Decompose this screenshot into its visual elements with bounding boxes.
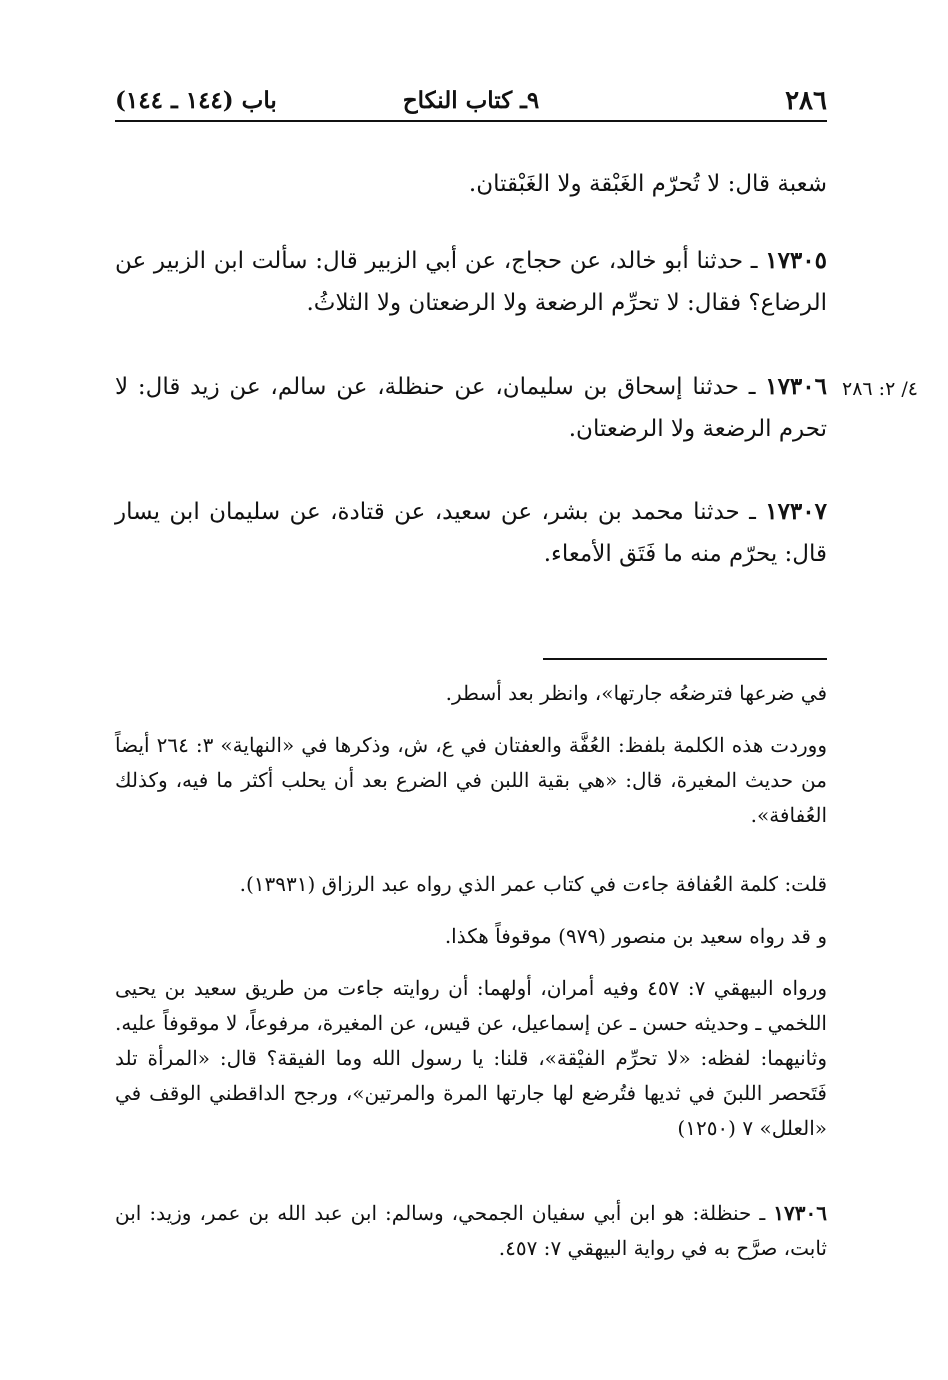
footnote (115, 867, 863, 902)
hadith-text: ـ حدثنا إسحاق بن سليمان، عن حنظلة، عن سالم، عن زيد قال: لا تحرم الرضعة ولا الرضعتان. (115, 374, 827, 442)
footnote-text: ورواه البيهقي ٧: ٤٥٧ وفيه أمران، أولهما: أن روايته جاءت من طريق سعيد بن يحيى اللخمي ـ وحديثه حسن ـ عن إسماعيل، عن قيس، عن المغيرة، مرفوعاً، لا موقوفاً عليه. وثانيهما: لفظه: «لا تحرِّم الفيْقة»، قلنا: يا رسول الله وما الفيقة؟ قال: «المرأة تلد فَتَحصر اللبنَ في ثديها فتُرضع لها جارتها المرة والمرتين»، ورجح الداقطني الوقف في «العلل» ٧ (١٢٥٠) (115, 976, 828, 1140)
footnote-text: قلت: كلمة العُفافة جاءت في كتاب عمر الذي رواه عبد الرزاق (١٣٩٣١). (239, 872, 827, 896)
hadith-text: ـ حدثنا محمد بن بشر، عن سعيد، عن قتادة، عن سليمان ابن يسار قال: يحرّم منه ما فَتَق الأمعاء. (115, 499, 827, 567)
book-title: ٩ـ كتاب النكاح (402, 87, 540, 114)
continuation-paragraph (115, 163, 827, 205)
footnote-text: ـ حنظلة: هو ابن أبي سفيان الجمحي، وسالم: ابن عبد الله بن عمر، وزيد: ابن ثابت، صرَّح به في رواية البيهقي ٧: ٤٥٧. (115, 1201, 827, 1260)
footnote (115, 728, 863, 833)
footnote-hadith-number: ١٧٣٠٦ (773, 1201, 827, 1225)
footnote-text: في ضرعها فترضعُه جارتها»، وانظر بعد أسطر. (445, 681, 827, 705)
chapter-reference: باب (١٤٤ ـ ١٤٤) (115, 87, 277, 114)
footnote (115, 971, 863, 1146)
hadith-number: ١٧٣٠٦ (765, 373, 827, 400)
hadith-entry (115, 240, 827, 324)
page-header (115, 84, 827, 122)
footnote-divider (543, 658, 827, 660)
hadith-text: ـ حدثنا أبو خالد، عن حجاج، عن أبي الزبير قال: سألت ابن الزبير عن الرضاع؟ فقال: لا تحرِّم الرضعة ولا الرضعتان ولا الثلاثُ. (115, 248, 827, 316)
hadith-number: ١٧٣٠٧ (765, 498, 827, 525)
hadith-entry (115, 366, 827, 450)
hadith-entry (115, 491, 827, 575)
footnote-text: ووردت هذه الكلمة بلفظ: العُفَّة والعفتان في ع، ش، وذكرها في «النهاية» ٣: ٢٦٤ أيضاً من حديث المغيرة، قال: «هي بقية اللبن في الضرع بعد أن يحلب أكثر ما فيه، وكذلك العُفافة». (115, 733, 827, 827)
page-number: ٢٨٦ (785, 86, 827, 116)
margin-reference: ٤/ ٢: ٢٨٦ (842, 378, 918, 400)
footnote (115, 1196, 863, 1266)
footnote (115, 676, 827, 711)
hadith-number: ١٧٣٠٥ (765, 247, 827, 274)
continuation-text: شعبة قال: لا تُحرّم الغَبْقة ولا الغَبْقتان. (468, 171, 827, 197)
footnote (115, 919, 863, 954)
footnote-text: و قد رواه سعيد بن منصور (٩٧٩) موقوفاً هكذا. (444, 924, 827, 948)
